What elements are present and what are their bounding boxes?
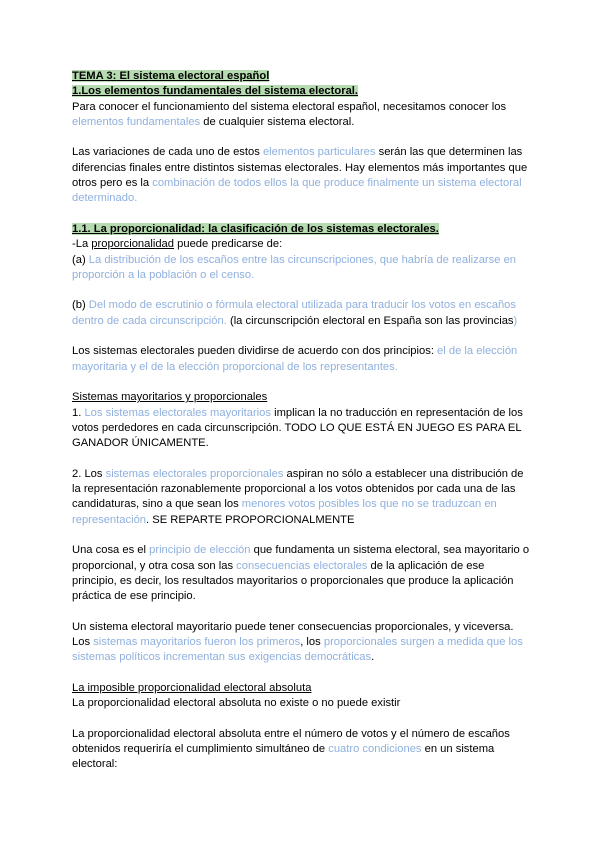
paragraph-8: 2. Los sistemas electorales proporcionales aspiran no sólo a establecer una distribución de la representación razonablemente proporcional a los votos obtenidos por cada una de las candidaturas, sino a que sean los menores votos posibles los que no se traduzcan en representación. SE REPARTE PROPORCIONALMENTE bbox=[72, 467, 524, 526]
paragraph-9: Una cosa es el principio de elección que fundamenta un sistema electoral, sea mayoritario o proporcional, y otra cosa son las consecuencias electorales de la aplicación de ese principio, es decir, los resultados mayoritarios o proporcionales que produce la aplicación práctica de ese principio. bbox=[72, 544, 530, 603]
paragraph-10: Un sistema electoral mayoritario puede tener consecuencias proporcionales, y viceversa. Los sistemas mayoritarios fueron los primeros, los proporcionales surgen a medida que los sistemas políticos incrementan sus exigencias democráticas. bbox=[72, 620, 523, 664]
paragraph-7: 1. Los sistemas electorales mayoritarios implican la no traducción en representación de los votos perdedores en cada circunscripción. TODO LO QUE ESTÁ EN JUEGO ES PARA EL GANADOR ÚNICAMENTE. bbox=[72, 406, 523, 450]
paragraph-11: La proporcionalidad electoral absoluta no existe o no puede existir bbox=[72, 697, 401, 710]
section-1-heading: 1.Los elementos fundamentales del sistema electoral. bbox=[72, 85, 359, 98]
paragraph-3: -La proporcionalidad puede predicarse de: bbox=[72, 238, 283, 251]
document-page bbox=[72, 69, 532, 773]
subheading-proporcionalidad: La imposible proporcionalidad electoral absoluta bbox=[72, 681, 312, 694]
document-title: TEMA 3: El sistema electoral español bbox=[72, 70, 270, 82]
paragraph-4: (a) La distribución de los escaños entre las circunscripciones, que habría de realizarse en proporción a la población o el censo. bbox=[72, 253, 517, 281]
section-1-1-heading: 1.1. La proporcionalidad: la clasificación de los sistemas electorales. bbox=[72, 222, 439, 235]
subheading-sistemas: Sistemas mayoritarios y proporcionales bbox=[72, 391, 268, 404]
paragraph-2: Las variaciones de cada uno de estos elementos particulares serán las que determinen las diferencias finales entre distintos sistemas electorales. Hay elementos más importantes que otros pero es la combinación de todos ellos la que produce finalmente un sistema electoral determinado. bbox=[72, 146, 528, 205]
paragraph-6: Los sistemas electorales pueden dividirse de acuerdo con dos principios: el de la elección mayoritaria y el de la elección proporcional de los representantes. bbox=[72, 345, 518, 373]
paragraph-5: (b) Del modo de escrutinio o fórmula electoral utilizada para traducir los votos en escaños dentro de cada circunscripción. (la circunscripción electoral en España son las provincias) bbox=[72, 299, 518, 327]
paragraph-12: La proporcionalidad electoral absoluta entre el número de votos y el número de escaños obtenidos requeriría el cumplimiento simultáneo de cuatro condiciones en un sistema electoral: bbox=[72, 727, 510, 771]
paragraph-1: Para conocer el funcionamiento del sistema electoral español, necesitamos conocer los elementos fundamentales de cualquier sistema electoral. bbox=[72, 100, 507, 128]
